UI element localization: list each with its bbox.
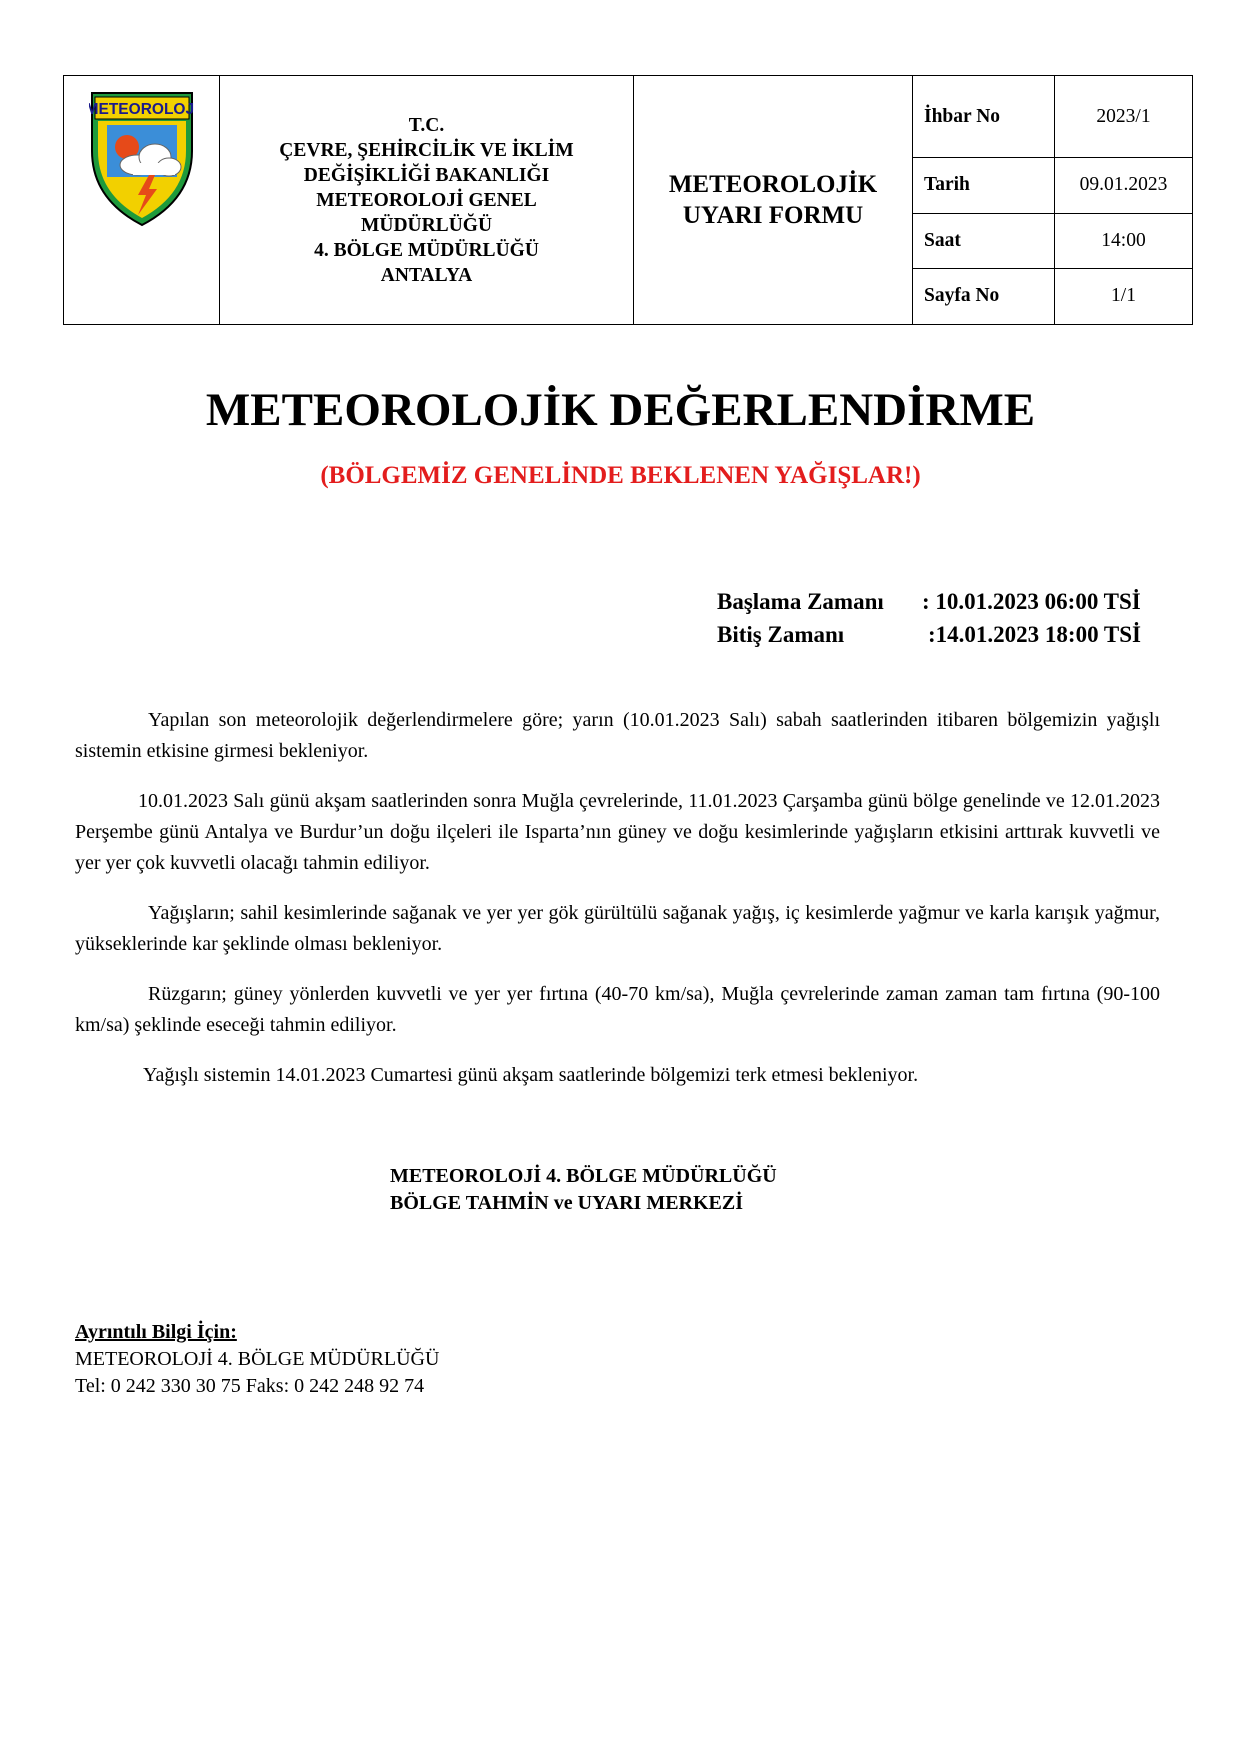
logo-text: METEOROLOJİ	[88, 101, 195, 118]
meta-label-saat: Saat	[913, 213, 1055, 268]
contact-phone: Tel: 0 242 330 30 75 Faks: 0 242 248 92 74	[75, 1375, 425, 1397]
ministry-line: DEĞİŞİKLİĞİ BAKANLIĞI	[303, 164, 550, 186]
form-title-line: UYARI FORMU	[682, 202, 864, 229]
timing-block	[717, 585, 1141, 651]
ministry-line: MÜDÜRLÜĞÜ	[360, 214, 493, 236]
end-time-label: Bitiş Zamanı	[717, 622, 845, 647]
page-title: METEOROLOJİK DEĞERLENDİRME	[205, 384, 1036, 436]
meta-label-tarih: Tarih	[913, 158, 1055, 213]
ministry-line: METEOROLOJİ GENEL	[316, 189, 537, 211]
start-time-row	[717, 585, 1141, 618]
paragraph: Yağışlı sistemin 14.01.2023 Cumartesi günü akşam saatlerinde bölgemizi terk etmesi bekleniyor.	[143, 1064, 919, 1086]
signature-block	[390, 1163, 777, 1217]
paragraph: 10.01.2023 Salı günü akşam saatlerinden sonra Muğla çevrelerinde, 11.01.2023 Çarşamba günü bölge genelinde ve 12.01.2023 Perşembe günü Antalya ve Burdur’un doğu ilçeleri ile Isparta’nın güney ve doğu kesimlerinde yağışların etkisini arttırak kuvvetli ve yer yer çok kuvvetli olacağı tahmin ediliyor.	[75, 790, 1160, 874]
body-text	[75, 705, 1160, 1110]
contact-org: METEOROLOJİ 4. BÖLGE MÜDÜRLÜĞÜ	[75, 1348, 440, 1370]
meta-label-ihbar: İhbar No	[913, 76, 1055, 158]
meta-label-sayfa: Sayfa No	[913, 268, 1055, 324]
contact-block	[75, 1319, 439, 1400]
meta-value-sayfa: 1/1	[1055, 268, 1193, 324]
ministry-line: ANTALYA	[380, 264, 473, 286]
signature-line: METEOROLOJİ 4. BÖLGE MÜDÜRLÜĞÜ	[390, 1165, 777, 1187]
contact-heading: Ayrıntılı Bilgi İçin:	[75, 1321, 237, 1343]
ministry-line: T.C.	[408, 114, 445, 136]
meta-value-ihbar: 2023/1	[1055, 76, 1193, 158]
end-time-value: :14.01.2023 18:00 TSİ	[928, 622, 1141, 647]
end-time-row	[717, 618, 1141, 651]
form-title-cell	[634, 76, 913, 325]
logo-cell	[64, 76, 220, 325]
meteoroloji-logo	[89, 91, 195, 227]
meta-value-tarih: 09.01.2023	[1055, 158, 1193, 213]
signature-line: BÖLGE TAHMİN ve UYARI MERKEZİ	[390, 1192, 744, 1214]
paragraph: Yapılan son meteorolojik değerlendirmelere göre; yarın (10.01.2023 Salı) sabah saatlerinden itibaren bölgemizin yağışlı sistemin etkisine girmesi bekleniyor.	[75, 709, 1160, 762]
page-subtitle: (BÖLGEMİZ GENELİNDE BEKLENEN YAĞIŞLAR!)	[320, 462, 921, 489]
paragraph: Yağışların; sahil kesimlerinde sağanak ve yer yer gök gürültülü sağanak yağış, iç kesimlerde yağmur ve karla karışık yağmur, yükseklerinde kar şeklinde olması bekleniyor.	[75, 902, 1160, 955]
form-title-line: METEOROLOJİK	[668, 171, 878, 198]
ministry-line: 4. BÖLGE MÜDÜRLÜĞÜ	[314, 239, 539, 261]
start-time-label: Başlama Zamanı	[717, 589, 884, 614]
header-table	[63, 75, 1193, 325]
start-time-value: : 10.01.2023 06:00 TSİ	[922, 589, 1141, 614]
ministry-cell	[220, 76, 634, 325]
ministry-line: ÇEVRE, ŞEHİRCİLİK VE İKLİM	[279, 139, 574, 161]
meta-value-saat: 14:00	[1055, 213, 1193, 268]
paragraph: Rüzgarın; güney yönlerden kuvvetli ve yer yer fırtına (40-70 km/sa), Muğla çevrelerinde zaman zaman tam fırtına (90-100 km/sa) şeklinde eseceği tahmin ediliyor.	[75, 983, 1160, 1036]
